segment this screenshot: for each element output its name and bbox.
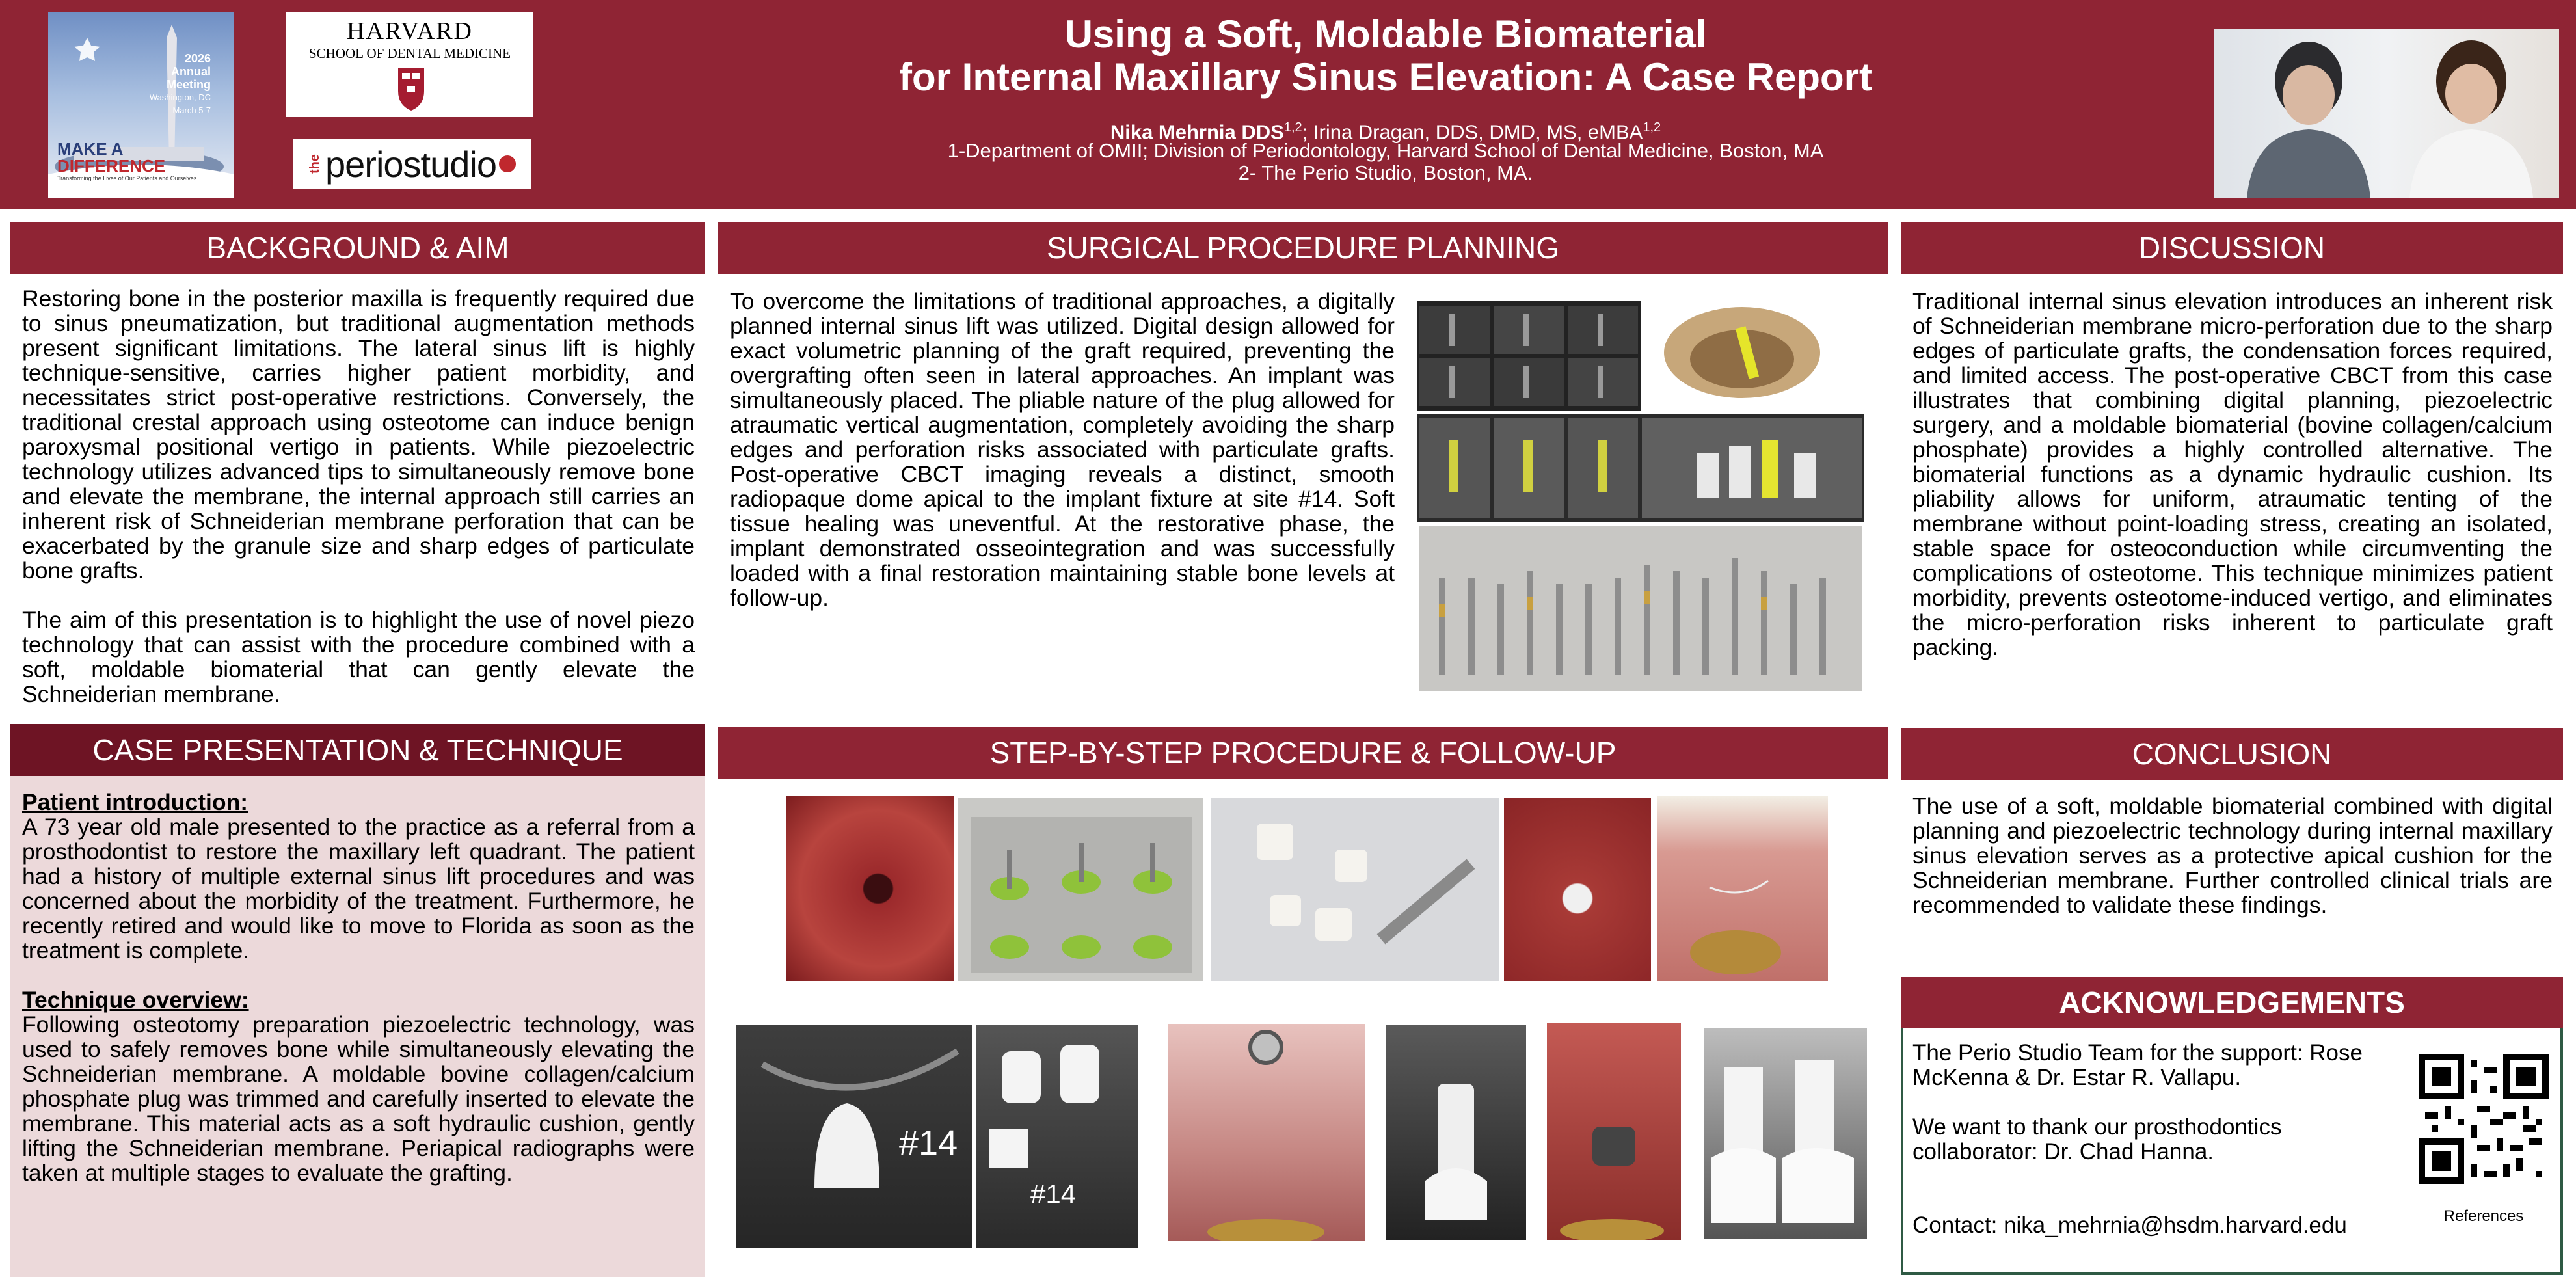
affiliation-1: 1-Department of OMII; Division of Periodontology, Harvard School of Dental Medicine, Boston, MA [947, 139, 1824, 162]
harvard-shield-icon [397, 65, 425, 112]
slogan-line2: DIFFERENCE [57, 156, 166, 176]
author-portrait-1 [2240, 35, 2377, 198]
tip-tray-image [958, 798, 1203, 981]
cbct-planning-grid [1417, 301, 1641, 411]
poster-header [0, 0, 2576, 209]
author-photos [2214, 29, 2559, 198]
tooth-icon [499, 155, 516, 172]
case-heading: CASE PRESENTATION & TECHNIQUE [10, 724, 705, 776]
meeting-line2: Washington, DC [149, 92, 211, 102]
cbct-slices-image [1417, 301, 1641, 411]
background-paragraph-2: The aim of this presentation is to highlight the use of novel piezo technology that can assist with the procedure combined with a soft, moldable biomaterial that can gently elevate the Schneiderian membrane. [22, 607, 695, 707]
author2-sup: 1,2 [1643, 120, 1661, 135]
background-text [22, 286, 695, 706]
surgical-text: To overcome the limitations of traditional approaches, a digitally planned internal sinus lift was utilized. Digital design allowed for exact volumetric planning of the graft required, preventing the overgrafting often seen in lateral approaches. An implant was simultaneously placed. The pliable nature of the plug allowed for atraumatic vertical augmentation, completely avoiding the sharp edges and perforation risks associated with particulate grafts. Post-operative CBCT imaging reveals a distinct, smooth radiopaque dome apical to the implant fixture at site #14. Soft tissue healing was uneventful. At the restorative phase, the implant demonstrated osseointegration and was successfully loaded with a final restoration maintaining stable bone levels at follow-up. [730, 288, 1395, 611]
postop-cbct-1 [736, 1025, 972, 1248]
author-portrait-2 [2403, 35, 2540, 198]
final-restoration-image [1704, 1028, 1867, 1239]
implant-radiograph-image [1386, 1025, 1526, 1240]
poster-title-line1: Using a Soft, Moldable Biomaterial [1064, 12, 1707, 56]
ack-paragraph-2: We want to thank our prosthodontics collaborator: Dr. Chad Hanna. [1912, 1114, 2282, 1164]
healing-cap-image [1657, 796, 1828, 981]
qr-code-icon [2419, 1054, 2549, 1184]
postop-cbct-2 [976, 1025, 1138, 1248]
patient-intro-heading: Patient introduction: [22, 789, 248, 815]
affiliation-2: 2- The Perio Studio, Boston, MA. [1238, 161, 1533, 184]
xray-label-14a: #14 [899, 1123, 958, 1162]
harvard-school: SCHOOL OF DENTAL MEDICINE [309, 46, 511, 61]
cbct-restoration-image [976, 1025, 1138, 1248]
discussion-heading: DISCUSSION [1901, 222, 2563, 274]
patient-intro-text: A 73 year old male presented to the practice as a referral from a prosthodontist to restore the maxillary left quadrant. The patient had a history of multiple external sinus lift procedures and was concerned about the morbidity of the treatment. Furthermore, he recently retired and would like to move to Florida as soon as the treatment is complete. [22, 814, 695, 963]
harvard-name: HARVARD [347, 18, 473, 45]
acknowledgements-text [1912, 1041, 2394, 1164]
case-text [22, 790, 695, 1185]
meeting-line3: March 5-7 [172, 105, 211, 115]
ack-paragraph-1: The Perio Studio Team for the support: Rose McKenna & Dr. Estar R. Vallapu. [1912, 1040, 2363, 1090]
abutment-clinical-photo [1547, 1023, 1681, 1240]
surgical-tools-photo [1419, 526, 1862, 691]
acknowledgements-heading: ACKNOWLEDGEMENTS [1901, 977, 2563, 1028]
qr-caption: References [2443, 1207, 2524, 1225]
healing-abutment-image [1168, 1024, 1365, 1241]
slogan-line1: MAKE A [57, 139, 124, 159]
harvard-logo [286, 12, 533, 117]
author1: Nika Mehrnia DDS [1110, 120, 1284, 144]
osteotomy-site-photo [786, 796, 954, 981]
piezo-tips-image [1419, 526, 1862, 691]
references-qr-code[interactable] [2419, 1054, 2549, 1184]
cbct-implant-views [1417, 414, 1864, 522]
background-paragraph-1: Restoring bone in the posterior maxilla is frequently required due to sinus pneumatization, but traditional augmentation methods present significant limitations. The lateral sinus lift is highly technique-sensitive, carries higher patient morbidity, and necessitates strict post-operative restrictions. Conversely, the traditional crestal approach using osteotome can induce benign paroxysmal positional vertigo in patients. While piezoelectric technology utilizes advanced tips to simultaneously remove bone and elevate the membrane, the internal approach still carries an inherent risk of Schneiderian membrane perforation that can be exacerbated by the granule size and sharp edges of particulate bone grafts. [22, 286, 695, 584]
discussion-text: Traditional internal sinus elevation introduces an inherent risk of Schneiderian membrane micro-perforation due to the sharp edges of particulate grafts, the condensation forces required, and limited access. The post-operative CBCT from this case illustrates that combining digital planning, piezoelectric surgery, and a moldable biomaterial (bovine collagen/calcium phosphate) provides a highly controlled alternative. The biomaterial functions as a dynamic hydraulic cushion. Its pliability allows for uniform, atraumatic tenting of the membrane without point-loading stress, creating an isolated, stable space for osteoconduction while circumventing the complications of osteotome. This technique minimizes patient morbidity, prevents osteotome-induced vertigo, and eliminates the micro-perforation risks inherent to particulate graft packing. [1912, 288, 2553, 660]
author1-sup: 1,2 [1283, 120, 1302, 135]
meeting-line1: Annual Meeting [166, 65, 211, 91]
final-restoration-radiograph [1704, 1028, 1867, 1239]
conclusion-heading: CONCLUSION [1901, 728, 2563, 780]
plug-insertion-photo [1504, 798, 1651, 981]
steps-heading: STEP-BY-STEP PROCEDURE & FOLLOW-UP [718, 727, 1888, 779]
meeting-tagline: Transforming the Lives of Our Patients and Ourselves [57, 175, 197, 181]
meeting-year: 2026 [184, 52, 211, 65]
periapical-implant-radiograph [1386, 1025, 1526, 1240]
skull-render-image [1644, 301, 1840, 411]
conclusion-text: The use of a soft, moldable biomaterial combined with digital planning and piezoelectric technology during internal maxillary sinus elevation serves as a protective apical cushion for the Schneiderian membrane. Further controlled clinical trials are recommended to validate these findings. [1912, 793, 2553, 918]
xray-label-14b: #14 [1030, 1179, 1077, 1209]
technique-heading: Technique overview: [22, 987, 249, 1013]
abutment-image [1547, 1023, 1681, 1240]
background-heading: BACKGROUND & AIM [10, 222, 705, 274]
implant-sections-image [1417, 414, 1864, 522]
annual-meeting-logo [48, 12, 234, 198]
surgical-heading: SURGICAL PROCEDURE PLANNING [718, 222, 1888, 274]
perio-word: periostudio [325, 143, 496, 185]
poster-title-line2: for Internal Maxillary Sinus Elevation: A Case Report [899, 55, 1872, 99]
piezo-tip-tray-photo [958, 798, 1203, 981]
author-rest: ; Irina Dragan, DDS, DMD, MS, eMBA [1302, 120, 1643, 144]
perio-studio-logo [293, 139, 531, 189]
plugs-image [1211, 798, 1499, 981]
perio-the: the [308, 154, 323, 174]
sutured-site-photo [1657, 796, 1828, 981]
3d-skull-render [1644, 301, 1840, 411]
technique-text: Following osteotomy preparation piezoelectric technology, was used to safely removes bone while simultaneously elevating the Schneiderian membrane. A moldable bovine collagen/calcium phosphate plug was trimmed and carefully inserted to elevate the membrane. This material acts as a soft hydraulic cushion, gently lifting the Schneiderian membrane. Periapical radiographs were taken at multiple stages to evaluate the grafting. [22, 1012, 695, 1186]
contact-email[interactable]: Contact: nika_mehrnia@hsdm.harvard.edu [1912, 1213, 2347, 1238]
healing-abutment-photo [1168, 1024, 1365, 1241]
biomaterial-plugs-photo [1211, 798, 1499, 981]
